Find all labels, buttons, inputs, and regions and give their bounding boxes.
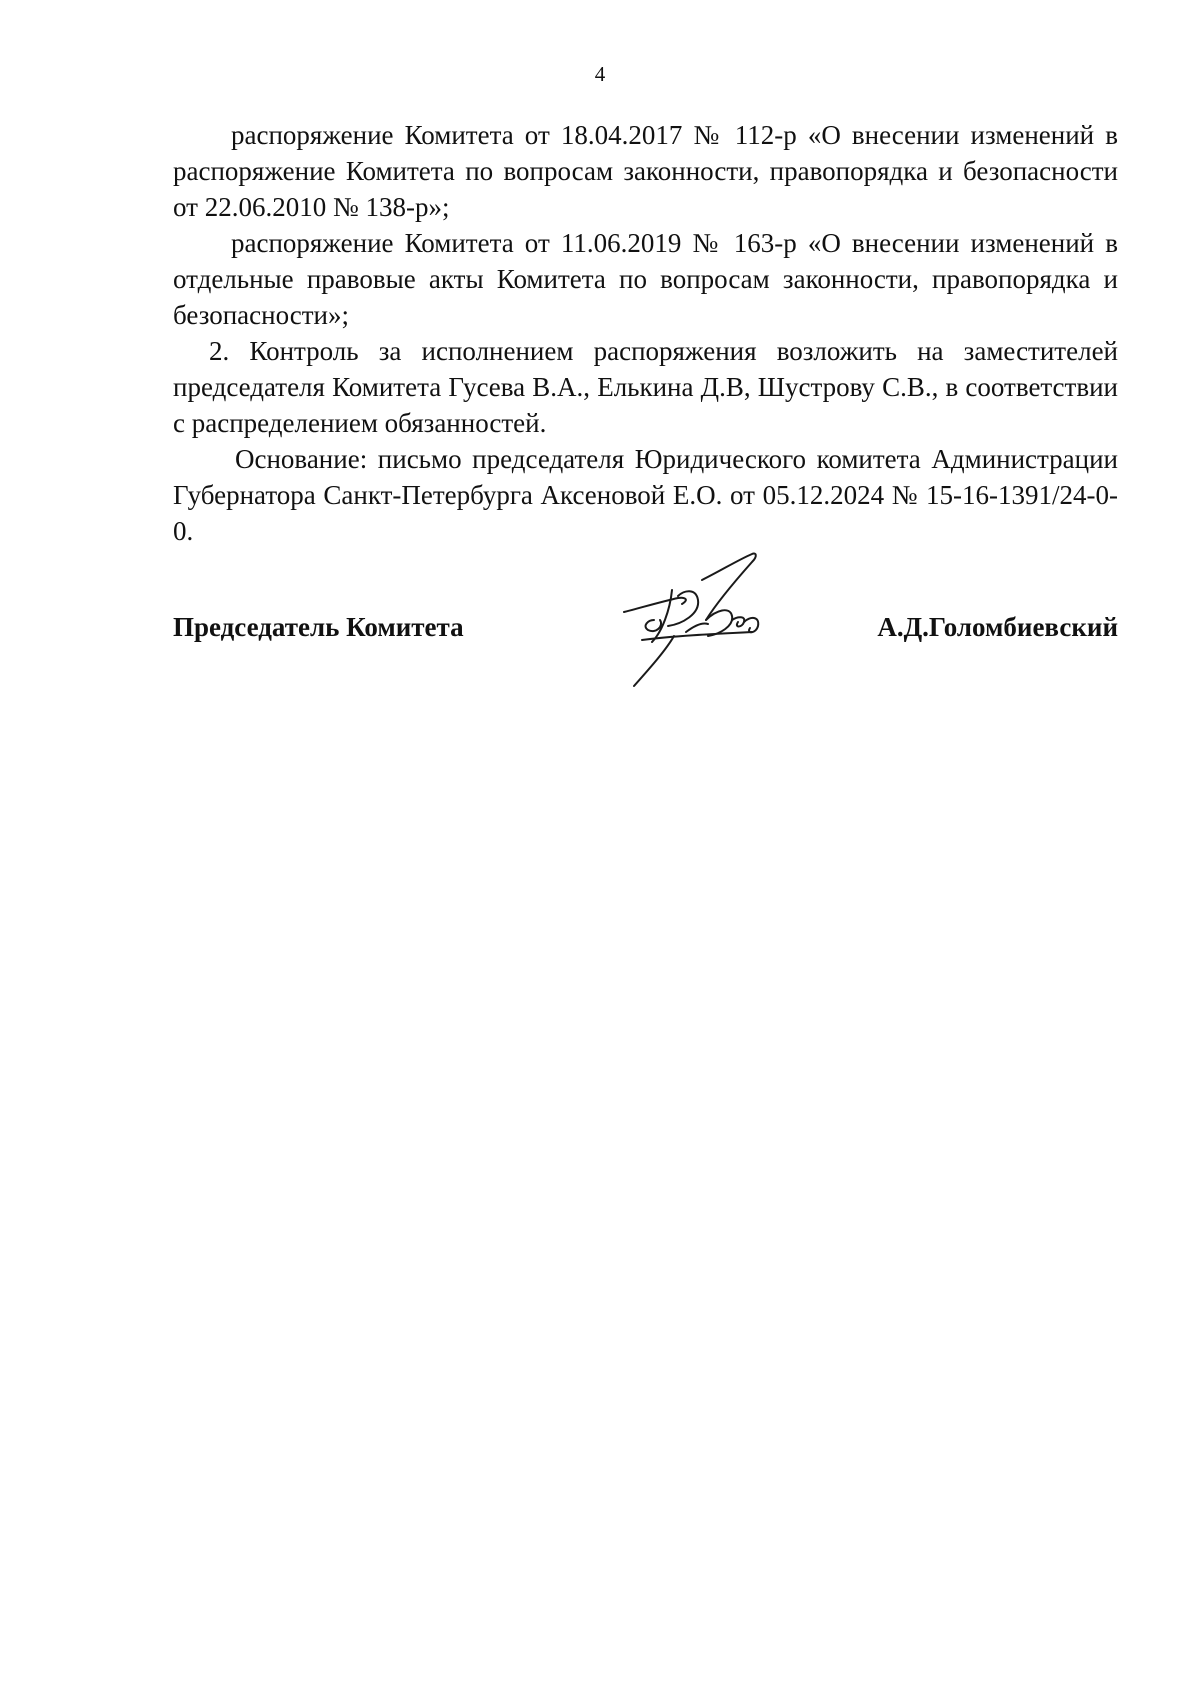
paragraph-basis: Основание: письмо председателя Юридического комитета Администрации Губернатора Санкт-Петербурга Аксеновой Е.О. от 05.12.2024 № 15-16-1391/24-0-0. xyxy=(173,444,1118,546)
handwritten-signature xyxy=(612,550,792,690)
page-number: 4 xyxy=(594,62,606,86)
paragraph-order-2019: распоряжение Комитета от 11.06.2019 № 163-р «О внесении изменений в отдельные правовые акты Комитета по вопросам законности, правопорядка и безопасности»; xyxy=(173,228,1118,330)
signatory-name: А.Д.Голомбиевский xyxy=(877,612,1118,642)
paragraph-order-2017: распоряжение Комитета от 18.04.2017 № 112-р «О внесении изменений в распоряжение Комитета по вопросам законности, правопорядка и безопасности от 22.06.2010 № 138-р»; xyxy=(173,120,1118,222)
paragraph-control-clause: 2. Контроль за исполнением распоряжения возложить на заместителей председателя Комитета Гусева В.А., Елькина Д.В, Шустрову С.В., в соответствии с распределением обязанностей. xyxy=(173,336,1118,438)
document-body xyxy=(173,117,1118,549)
signature-block xyxy=(0,550,1200,700)
signatory-position: Председатель Комитета xyxy=(173,612,464,642)
